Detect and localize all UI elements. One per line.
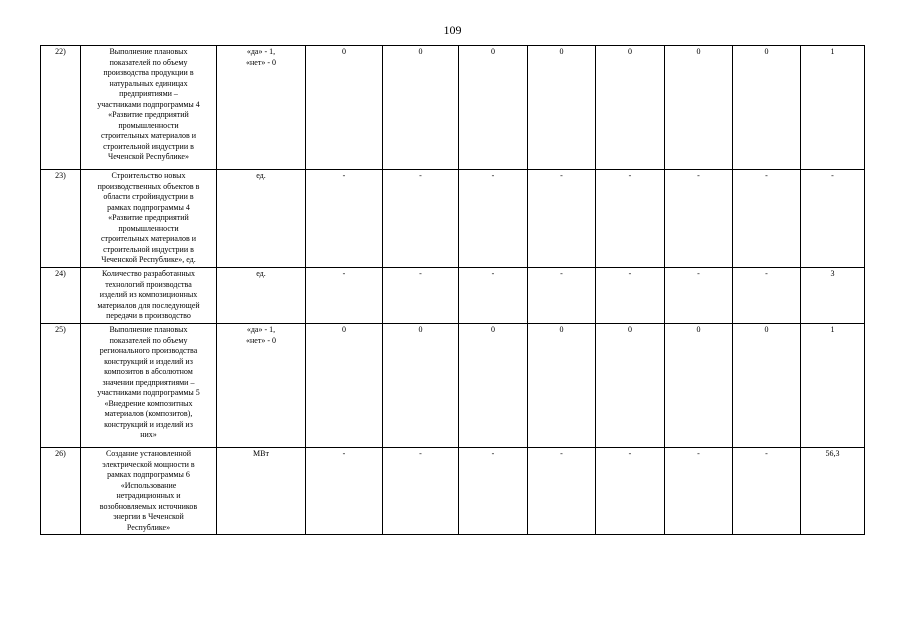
- unit-cell: «да» - 1, «нет» - 0: [217, 324, 306, 448]
- indicator-name: Количество разработанных технологий производства изделий из композиционных материалов для последующей передачи в производство: [81, 268, 217, 324]
- value-cell: 0: [596, 46, 665, 170]
- value-cell: -: [306, 448, 383, 535]
- unit-cell: МВт: [217, 448, 306, 535]
- value-cell: 0: [733, 46, 801, 170]
- indicators-table: [40, 45, 865, 535]
- value-cell: -: [733, 448, 801, 535]
- value-cell: 3: [801, 268, 865, 324]
- value-cell: 1: [801, 324, 865, 448]
- value-cell: -: [383, 448, 459, 535]
- table-row: [41, 448, 865, 535]
- value-cell: -: [596, 268, 665, 324]
- value-cell: -: [665, 170, 733, 268]
- value-cell: -: [528, 268, 596, 324]
- value-cell: 0: [306, 46, 383, 170]
- value-cell: 1: [801, 46, 865, 170]
- value-cell: 0: [665, 324, 733, 448]
- value-cell: -: [665, 448, 733, 535]
- value-cell: -: [306, 170, 383, 268]
- value-cell: 0: [383, 46, 459, 170]
- value-cell: -: [459, 448, 528, 535]
- value-cell: 0: [459, 324, 528, 448]
- indicator-name: Создание установленной электрической мощности в рамках подпрограммы 6 «Использование нетрадиционных и возобновляемых источников энергии в Чеченской Республике»: [81, 448, 217, 535]
- value-cell: -: [596, 448, 665, 535]
- value-cell: -: [306, 268, 383, 324]
- value-cell: 0: [306, 324, 383, 448]
- value-cell: -: [596, 170, 665, 268]
- row-number: 24): [41, 268, 81, 324]
- value-cell: -: [665, 268, 733, 324]
- value-cell: 56,3: [801, 448, 865, 535]
- row-number: 26): [41, 448, 81, 535]
- table-body: [41, 46, 865, 535]
- value-cell: -: [383, 268, 459, 324]
- table-row: [41, 268, 865, 324]
- table-row: [41, 324, 865, 448]
- row-number: 25): [41, 324, 81, 448]
- value-cell: 0: [528, 46, 596, 170]
- value-cell: -: [801, 170, 865, 268]
- page-number: 109: [443, 23, 462, 37]
- value-cell: 0: [733, 324, 801, 448]
- unit-cell: ед.: [217, 268, 306, 324]
- value-cell: -: [528, 448, 596, 535]
- value-cell: -: [459, 170, 528, 268]
- value-cell: -: [733, 268, 801, 324]
- table-row: [41, 170, 865, 268]
- indicator-name: Строительство новых производственных объектов в области стройиндустрии в рамках подпрограммы 4 «Развитие предприятий промышленности строительных материалов и строительной индустрии в Чеченской Республике», ед.: [81, 170, 217, 268]
- value-cell: 0: [596, 324, 665, 448]
- row-number: 23): [41, 170, 81, 268]
- row-number: 22): [41, 46, 81, 170]
- value-cell: 0: [528, 324, 596, 448]
- value-cell: 0: [459, 46, 528, 170]
- value-cell: 0: [383, 324, 459, 448]
- indicator-name: Выполнение плановых показателей по объему производства продукции в натуральных единицах предприятиями – участниками подпрограммы 4 «Развитие предприятий промышленности строительных материалов и строительной индустрии в Чеченской Республике»: [81, 46, 217, 170]
- value-cell: 0: [665, 46, 733, 170]
- indicator-name: Выполнение плановых показателей по объему регионального производства конструкций и изделий из композитов в абсолютном значении предприятиями – участниками подпрограммы 5 «Внедрение композитных материалов (композитов), конструкций и изделий из них»: [81, 324, 217, 448]
- value-cell: -: [733, 170, 801, 268]
- value-cell: -: [383, 170, 459, 268]
- value-cell: -: [459, 268, 528, 324]
- unit-cell: ед.: [217, 170, 306, 268]
- unit-cell: «да» - 1, «нет» - 0: [217, 46, 306, 170]
- table-row: [41, 46, 865, 170]
- value-cell: -: [528, 170, 596, 268]
